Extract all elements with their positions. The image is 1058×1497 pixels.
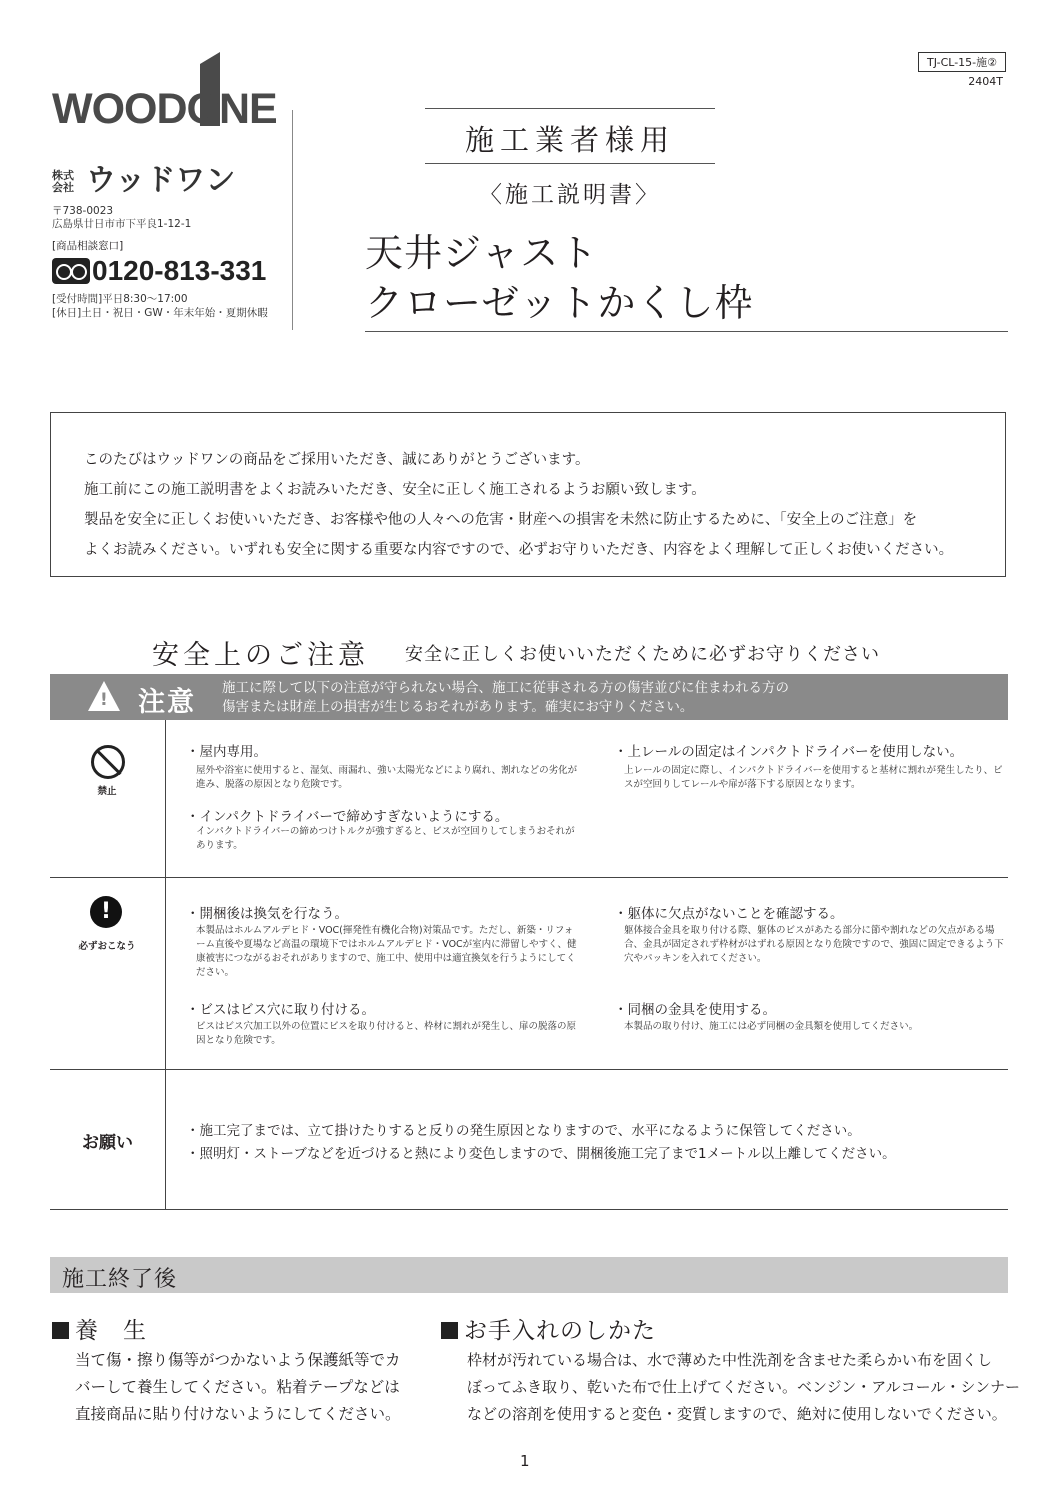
address-block (52, 205, 191, 231)
caution-line: 施工に際して以下の注意が守られない場合、施工に従事される方の傷害並びに住まわれる方の (222, 680, 789, 696)
prohibit-item-heading: ・上レールの固定はインパクトドライバーを使用しない。 (614, 744, 964, 760)
prohibit-item-heading: ・屋内専用。 (186, 744, 267, 760)
holidays: [休日]土日・祝日・GW・年末年始・夏期休暇 (52, 307, 268, 319)
caution-line: 傷害または財産上の損害が生じるおそれがあります。確実にお守りください。 (222, 699, 694, 715)
after-section-title: 施工終了後 (62, 1267, 178, 1292)
business-hours: [受付時間]平日8:30〜17:00 (52, 293, 188, 305)
must-item-body: 躯体接合金具を取り付ける際、躯体のビスがあたる部分に節や割れなどの欠点がある場合、金具が固定されず枠材がはずれる原因となり危険ですので、強固に固定できるよう下穴やパッキンを入れてください。 (624, 925, 1004, 964)
curing-line: 直接商品に貼り付けないようにしてください。 (75, 1405, 401, 1423)
request-list (186, 1120, 896, 1166)
care-body (467, 1347, 1020, 1428)
company-name-text: ウッドワン (86, 163, 236, 198)
inquiry-label: [商品相談窓口] (52, 240, 124, 252)
request-item: ・照明灯・ストーブなどを近づけると熱により変色しますので、開梱後施工完了まで1メートル以上離してください。 (186, 1146, 896, 1162)
care-line: 枠材が汚れている場合は、水で薄めた中性洗剤を含ませた柔らかい布を固くし (467, 1351, 993, 1369)
hours-block (52, 292, 268, 320)
mandatory-label: 必ずおこなう (78, 941, 136, 952)
page-number: 1 (520, 1452, 530, 1470)
intro-line: 施工前にこの施工説明書をよくお読みいただき、安全に正しく施工されるようお願い致します。 (84, 482, 706, 498)
must-item-body: ビスはビス穴加工以外の位置にビスを取り付けると、枠材に割れが発生し、扉の脱落の原因となり危険です。 (196, 1021, 577, 1046)
document-code: TJ-CL-15-施② (918, 52, 1006, 72)
care-line: などの溶剤を使用すると変色・変質しますので、絶対に使用しないでください。 (467, 1405, 1007, 1423)
prohibit-item-body: インパクトドライバーの締めつけトルクが強すぎると、ビスが空回りしてしまうおそれがあります。 (196, 826, 575, 851)
intro-line: このたびはウッドワンの商品をご採用いただき、誠にありがとうございます。 (84, 452, 590, 468)
must-item-heading: ・躯体に欠点がないことを確認する。 (614, 906, 844, 922)
table-column-divider (165, 720, 166, 1210)
must-item-heading: ・同梱の金具を使用する。 (614, 1002, 776, 1018)
curing-body (75, 1347, 401, 1428)
safety-title: 安全上のご注意 (152, 640, 369, 671)
care-line: ぼってふき取り、乾いた布で仕上げてください。ベンジン・アルコール・シンナー (467, 1378, 1020, 1396)
company-name (52, 155, 235, 199)
must-item-heading: ・ビスはビス穴に取り付ける。 (186, 1002, 375, 1018)
request-label: お願い (82, 1133, 133, 1153)
address: 広島県廿日市市下平良1-12-1 (52, 218, 192, 230)
care-heading (441, 1312, 656, 1345)
after-section-bar (50, 1257, 1008, 1293)
prohibit-label: 禁止 (97, 786, 117, 797)
table-row-divider (50, 1069, 1008, 1070)
postal-code: 〒738-0023 (52, 205, 114, 217)
prohibit-item-heading: ・インパクトドライバーで締めすぎないようにする。 (186, 809, 509, 825)
square-bullet-icon (52, 1322, 69, 1339)
table-bottom-rule (50, 1209, 1008, 1210)
title-underline (365, 331, 1008, 332)
curing-line: 当て傷・擦り傷等がつかないよう保護紙等でカ (75, 1351, 401, 1369)
target-rule-bottom (425, 163, 715, 164)
must-item-body: 本製品の取り付け、施工には必ず同梱の金具類を使用してください。 (624, 1021, 919, 1032)
safety-subtitle: 安全に正しくお使いいただくために必ずお守りください (405, 644, 880, 665)
target-rule-top (425, 108, 715, 109)
prohibit-item-body: 屋外や浴室に使用すると、湿気、雨漏れ、強い太陽光などにより腐れ、割れなどの劣化が進み、脱落の原因となり危険です。 (196, 765, 578, 790)
intro-box (50, 412, 1006, 577)
header-divider (292, 110, 293, 330)
document-revision: 2404T (968, 75, 1003, 88)
product-title-line2: クローゼットかくし枠 (365, 281, 754, 325)
must-item-heading: ・開梱後は換気を行なう。 (186, 906, 348, 922)
intro-line: 製品を安全に正しくお使いいただき、お客様や他の人々への危害・財産への損害を未然に防止するために、「安全上のご注意」を (84, 512, 918, 528)
product-title (365, 228, 753, 328)
document-kind: 〈施工説明書〉 (479, 182, 661, 208)
intro-line: よくお読みください。いずれも安全に関する重要な内容ですので、必ずお守りいただき、内容をよく理解して正しくお使いください。 (84, 542, 954, 558)
phone-number (52, 255, 266, 287)
prohibit-item-body: 上レールの固定に際し、インパクトドライバーを使用すると基材に割れが発生したり、ビスが空回りしてレールや扉が落下する原因となります。 (624, 765, 1003, 790)
company-prefix: 株式会社 (52, 168, 74, 194)
caution-word: 注意 (138, 687, 196, 718)
curing-line: バーして養生してください。粘着テープなどは (75, 1378, 400, 1396)
target-audience: 施工業者様用 (464, 123, 675, 157)
warning-exclamation: ! (100, 690, 108, 710)
care-heading-text: お手入れのしかた (464, 1318, 656, 1344)
table-row-divider (50, 877, 1008, 878)
caution-text (222, 679, 789, 717)
logo-wordmark: WOODONE (52, 85, 277, 133)
prohibit-icon (91, 745, 125, 779)
phone-number-text: 0120-813-331 (92, 255, 267, 286)
must-item-body: 本製品はホルムアルデヒド・VOC(揮発性有機化合物)対策品です。ただし、新築・リフォーム直後や夏場など高温の環境下ではホルムアルデヒド・VOCが室内に滞留しやすく、健康被害につながるおそれがありますので、施工中、使用中は適宜換気を行うようにしてください。 (196, 925, 577, 978)
square-bullet-icon (441, 1322, 458, 1339)
curing-heading-text: 養 生 (75, 1318, 147, 1344)
request-item: ・施工完了までは、立て掛けたりすると反りの発生原因となりますので、水平になるように保管してください。 (186, 1123, 861, 1139)
curing-heading (52, 1312, 147, 1345)
product-title-line1: 天井ジャスト (365, 231, 599, 275)
freedial-icon (52, 258, 90, 284)
mandatory-icon: ! (90, 896, 122, 928)
